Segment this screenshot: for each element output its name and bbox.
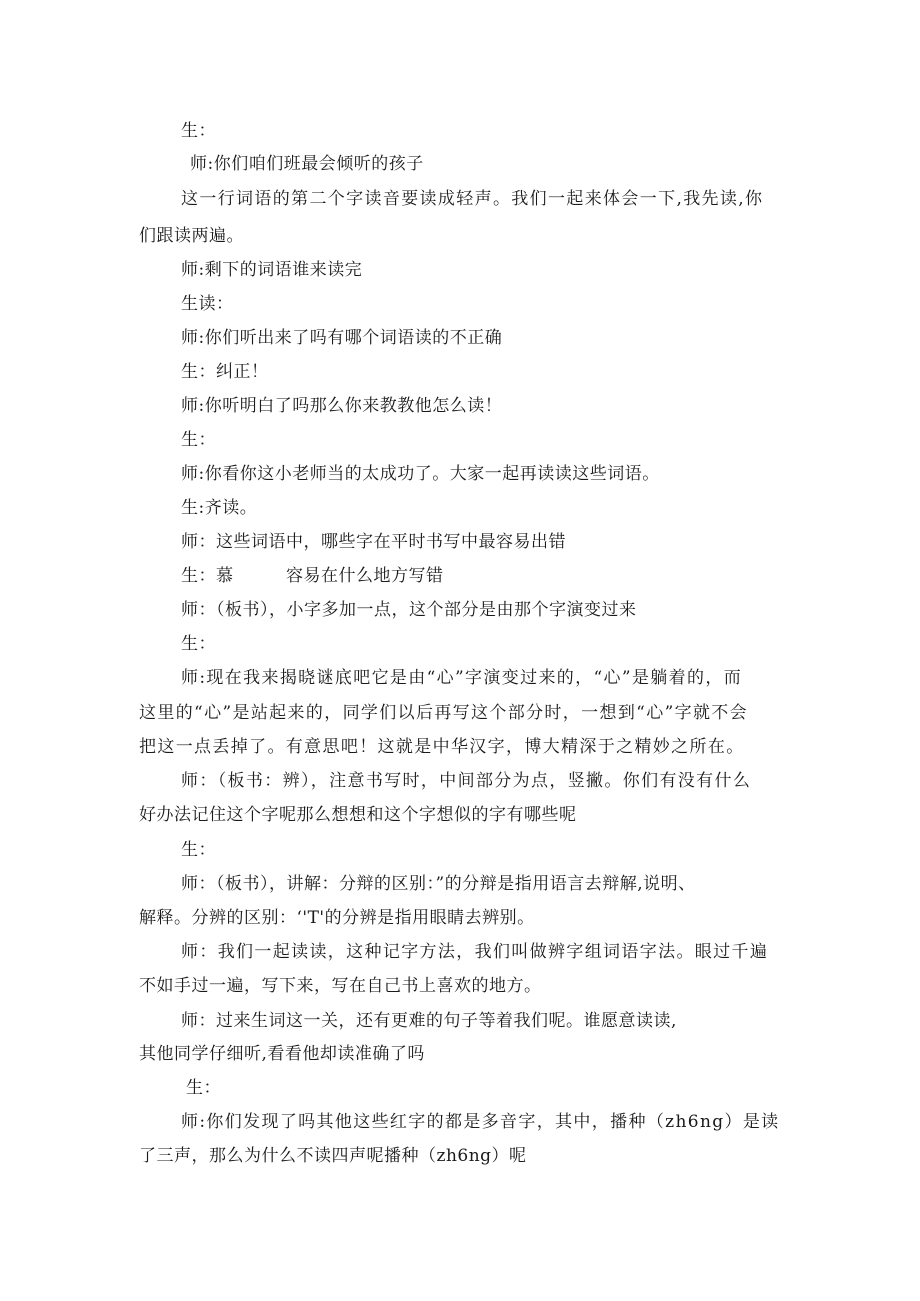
text-line: 这里的“心”是站起来的，同学们以后再写这个部分时，一想到“心”字就不会 (139, 703, 749, 723)
text-line: 师:你看你这小老师当的太成功了。大家一起再读读这些词语。 (181, 464, 660, 484)
text-line: 师：这些词语中，哪些字在平时书写中最容易出错 (181, 532, 566, 552)
text-line: 生：慕 容易在什么地方写错 (181, 566, 444, 586)
text-line: 好办法记住这个字呢那么想想和这个字想似的字有哪些呢 (139, 805, 577, 825)
text-line: 们跟读两遍。 (139, 226, 244, 246)
text-line: 生： (181, 430, 216, 450)
text-line: 生：纠正！ (181, 362, 269, 382)
text-line: 了三声，那么为什么不读四声呢播种（zh6ng）呢 (139, 1146, 527, 1166)
text-line: 生： (181, 634, 216, 654)
text-line: 生： (181, 121, 216, 141)
text-line: 师:你们咱们班最会倾听的孩子 (190, 154, 424, 174)
text-line: 其他同学仔细听,看看他却读准确了吗 (139, 1044, 425, 1064)
text-line: 师：我们一起读读，这种记字方法，我们叫做辨字组词语字法。眼过千遍 (181, 942, 769, 962)
text-line: 解释。分辨的区别：‘'T'的分辨是指用眼睛去辨别。 (139, 908, 535, 928)
text-line: 不如手过一遍，写下来，写在自己书上喜欢的地方。 (139, 976, 542, 996)
text-line: 师:现在我来揭晓谜底吧它是由“心”字演变过来的，“心”是躺着的，而 (181, 668, 743, 688)
text-line: 生:齐读。 (181, 498, 258, 518)
text-line: 生读： (181, 294, 234, 314)
text-line: 师:你们听出来了吗有哪个词语读的不正确 (181, 328, 503, 348)
text-line: 师：（板书），小字多加一点，这个部分是由那个字演变过来 (181, 600, 637, 620)
text-line: 师:剩下的词语谁来读完 (181, 260, 363, 280)
text-line: 生： (186, 1078, 221, 1098)
text-line: 生： (181, 840, 216, 860)
text-line: 师：（板书：辨），注意书写时，中间部分为点，竖撇。你们有没有什么 (181, 771, 752, 791)
text-line: 这一行词语的第二个字读音要读成轻声。我们一起来体会一下,我先读,你 (181, 189, 764, 209)
text-line: 师：（板书），讲解：分辩的区别：”的分辩是指用语言去辩解,说明、 (181, 874, 696, 894)
text-line: 把这一点丢掉了。有意思吧！这就是中华汉字，博大精深于之精妙之所在。 (139, 737, 745, 757)
text-line: 师：过来生词这一关，还有更难的句子等着我们呢。谁愿意读读, (181, 1011, 677, 1031)
text-line: 师:你们发现了吗其他这些红字的都是多音字，其中，播种（zh6ng）是读 (181, 1112, 780, 1132)
text-line: 师:你听明白了吗那么你来教教他怎么读！ (181, 396, 503, 416)
